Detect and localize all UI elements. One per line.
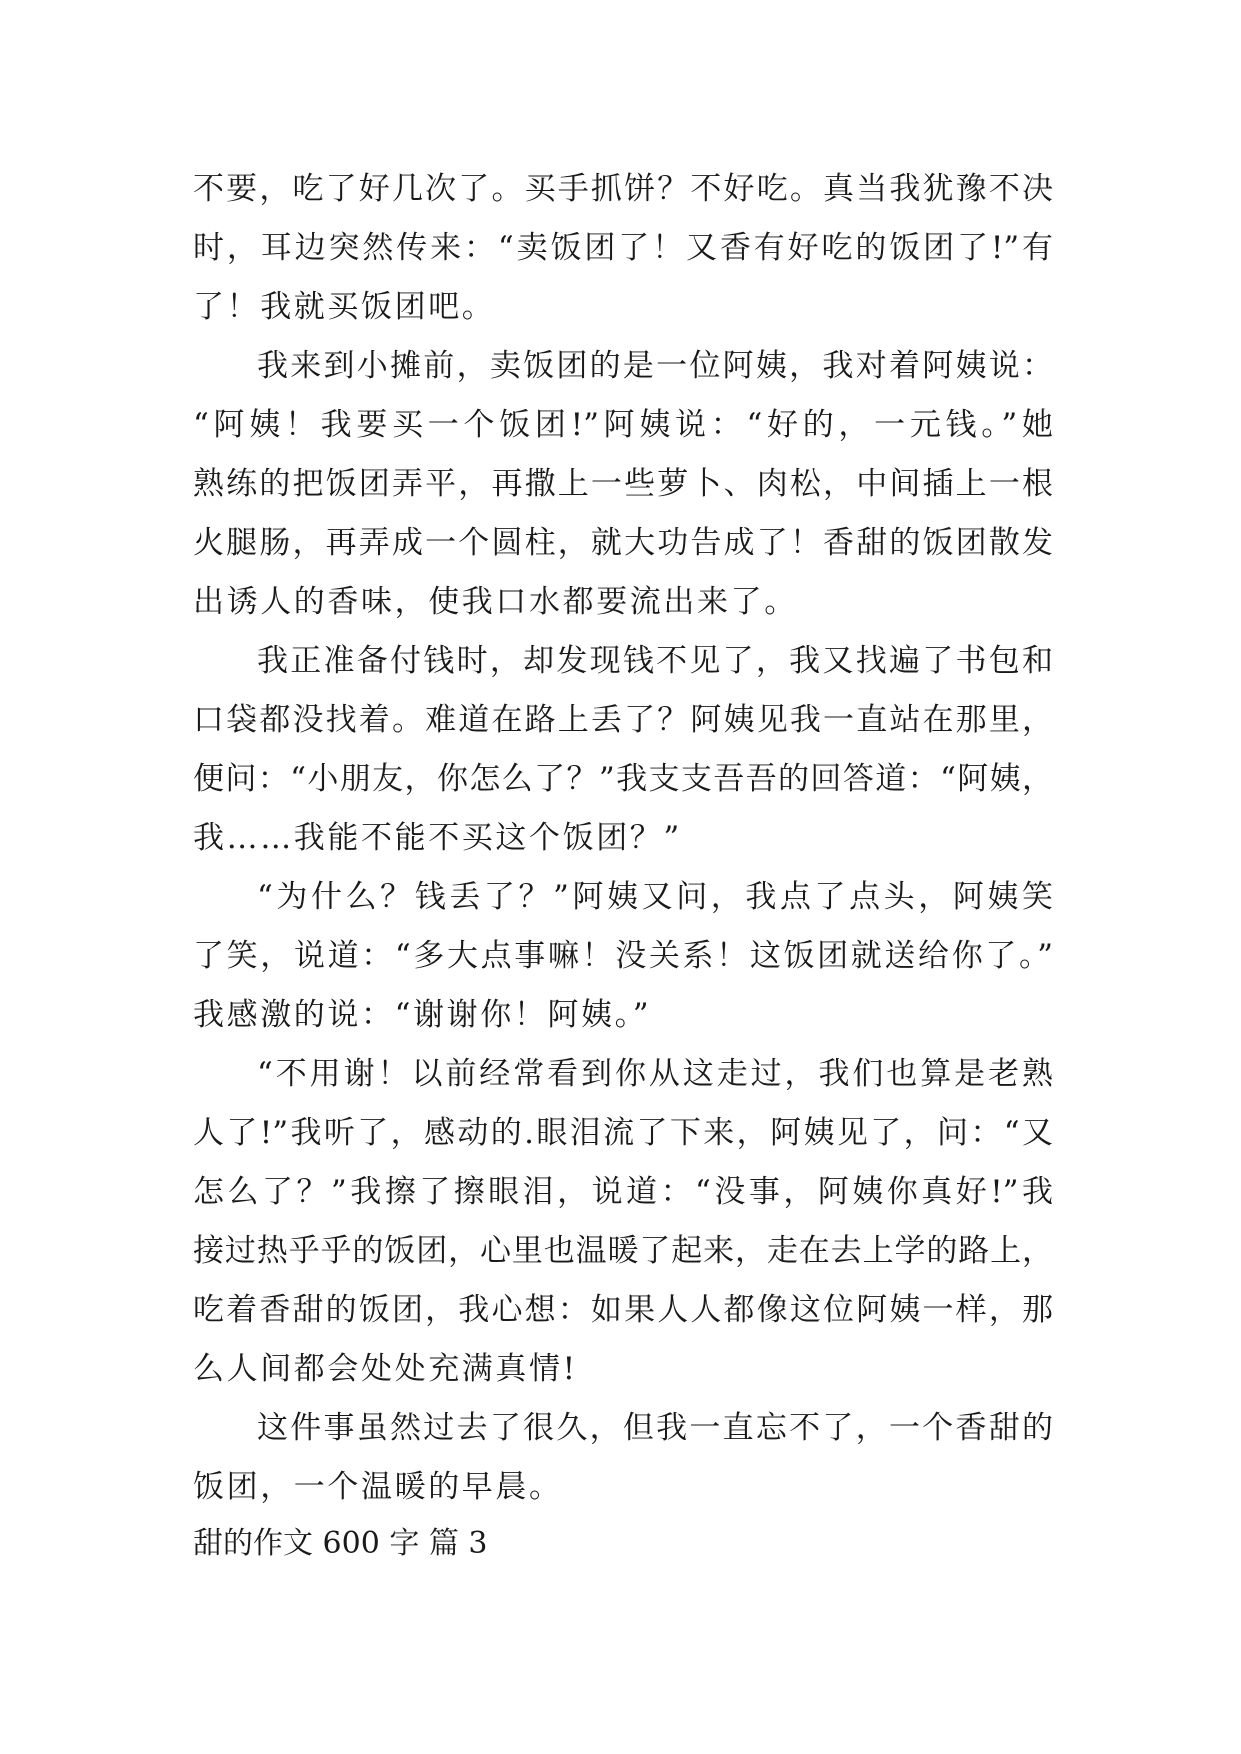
text-line: 了！我就买饭团吧。 bbox=[193, 289, 496, 325]
text-line: 熟练的把饭团弄平，再撒上一些萝卜、肉松，中间插上一根 bbox=[193, 466, 1053, 502]
text-line: 我感激的说：“谢谢你！阿姨。” bbox=[193, 997, 652, 1033]
paragraph-start-line: 我来到小摊前，卖饭团的是一位阿姨，我对着阿姨说： bbox=[257, 348, 1053, 384]
section-heading: 甜的作文 600 字 篇 3 bbox=[193, 1526, 488, 1561]
text-line: 不要，吃了好几次了。买手抓饼？不好吃。真当我犹豫不决 bbox=[193, 171, 1053, 207]
text-line: 怎么了？”我擦了擦眼泪，说道：“没事，阿姨你真好!”我 bbox=[193, 1174, 1053, 1210]
text-line: 么人间都会处处充满真情! bbox=[193, 1351, 578, 1387]
text-line: “阿姨！我要买一个饭团!”阿姨说：“好的，一元钱。”她 bbox=[193, 407, 1053, 443]
text-line: 了笑，说道：“多大点事嘛！没关系！这饭团就送给你了。” bbox=[193, 938, 1053, 974]
paragraph-start-line: “为什么？钱丢了？”阿姨又问，我点了点头，阿姨笑 bbox=[257, 879, 1053, 915]
text-line: 火腿肠，再弄成一个圆柱，就大功告成了！香甜的饭团散发 bbox=[193, 525, 1053, 561]
text-line: 饭团，一个温暖的早晨。 bbox=[193, 1469, 563, 1505]
text-line: 吃着香甜的饭团，我心想：如果人人都像这位阿姨一样，那 bbox=[193, 1292, 1053, 1328]
text-line: 时，耳边突然传来：“卖饭团了！又香有好吃的饭团了!”有 bbox=[193, 230, 1053, 266]
paragraph-start-line: 我正准备付钱时，却发现钱不见了，我又找遍了书包和 bbox=[257, 643, 1053, 679]
text-line: 人了!”我听了，感动的.眼泪流了下来，阿姨见了，问：“又 bbox=[193, 1115, 1053, 1151]
paragraph-start-line: 这件事虽然过去了很久，但我一直忘不了，一个香甜的 bbox=[257, 1410, 1053, 1446]
text-line: 便问：“小朋友，你怎么了？”我支支吾吾的回答道：“阿姨， bbox=[193, 761, 1053, 797]
text-line: 接过热乎乎的饭团，心里也温暖了起来，走在去上学的路上， bbox=[193, 1233, 1053, 1269]
paragraph-start-line: “不用谢！以前经常看到你从这走过，我们也算是老熟 bbox=[257, 1056, 1053, 1092]
text-line: 我……我能不能不买这个饭团？” bbox=[193, 820, 682, 856]
text-line: 口袋都没找着。难道在路上丢了？阿姨见我一直站在那里， bbox=[193, 702, 1053, 738]
text-line: 出诱人的香味，使我口水都要流出来了。 bbox=[193, 584, 798, 620]
